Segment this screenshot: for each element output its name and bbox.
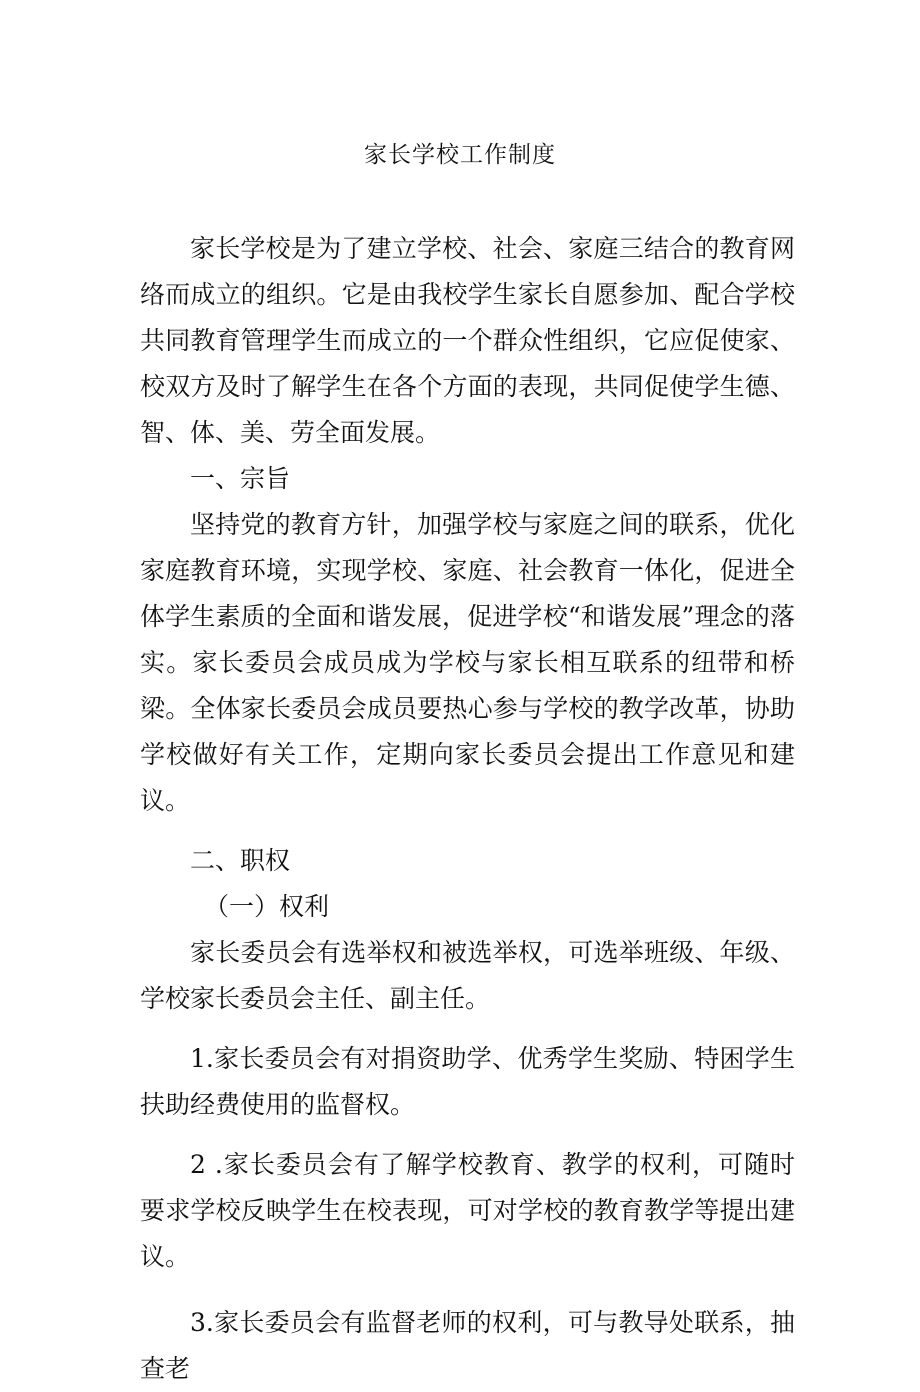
right-item-2: 2 .家长委员会有了解学校教育、教学的权利，可随时要求学校反映学生在校表现，可对学校的教育教学等提出建议。 [140,1150,795,1271]
document-title: 家长学校工作制度 [364,142,556,168]
right-item-3: 3.家长委员会有监督老师的权利，可与教导处联系，抽查老 [140,1308,795,1383]
purpose-paragraph: 坚持党的教育方针，加强学校与家庭之间的联系，优化家庭教育环境，实现学校、家庭、社会教育一体化，促进全体学生素质的全面和谐发展，促进学校“和谐发展”理念的落实。家长委员会成员成为学校与家长相互联系的纽带和桥梁。全体家长委员会成员要热心参与学校的教学改革，协助学校做好有关工作，定期向家长委员会提出工作意见和建议。 [140,510,795,815]
section-heading-purpose: 一、宗旨 [190,464,291,493]
right-item-1: 1.家长委员会有对捐资助学、优秀学生奖励、特困学生扶助经费使用的监督权。 [140,1044,795,1119]
document-body [140,226,795,1392]
section-heading-powers: 二、职权 [190,846,291,875]
intro-paragraph: 家长学校是为了建立学校、社会、家庭三结合的教育网络而成立的组织。它是由我校学生家长自愿参加、配合学校共同教育管理学生而成立的一个群众性组织，它应促使家、校双方及时了解学生在各个方面的表现，共同促使学生德、智、体、美、劳全面发展。 [140,234,795,447]
rights-intro-paragraph: 家长委员会有选举权和被选举权，可选举班级、年级、学校家长委员会主任、副主任。 [140,938,795,1013]
subsection-heading-rights: （一）权利 [204,892,330,921]
